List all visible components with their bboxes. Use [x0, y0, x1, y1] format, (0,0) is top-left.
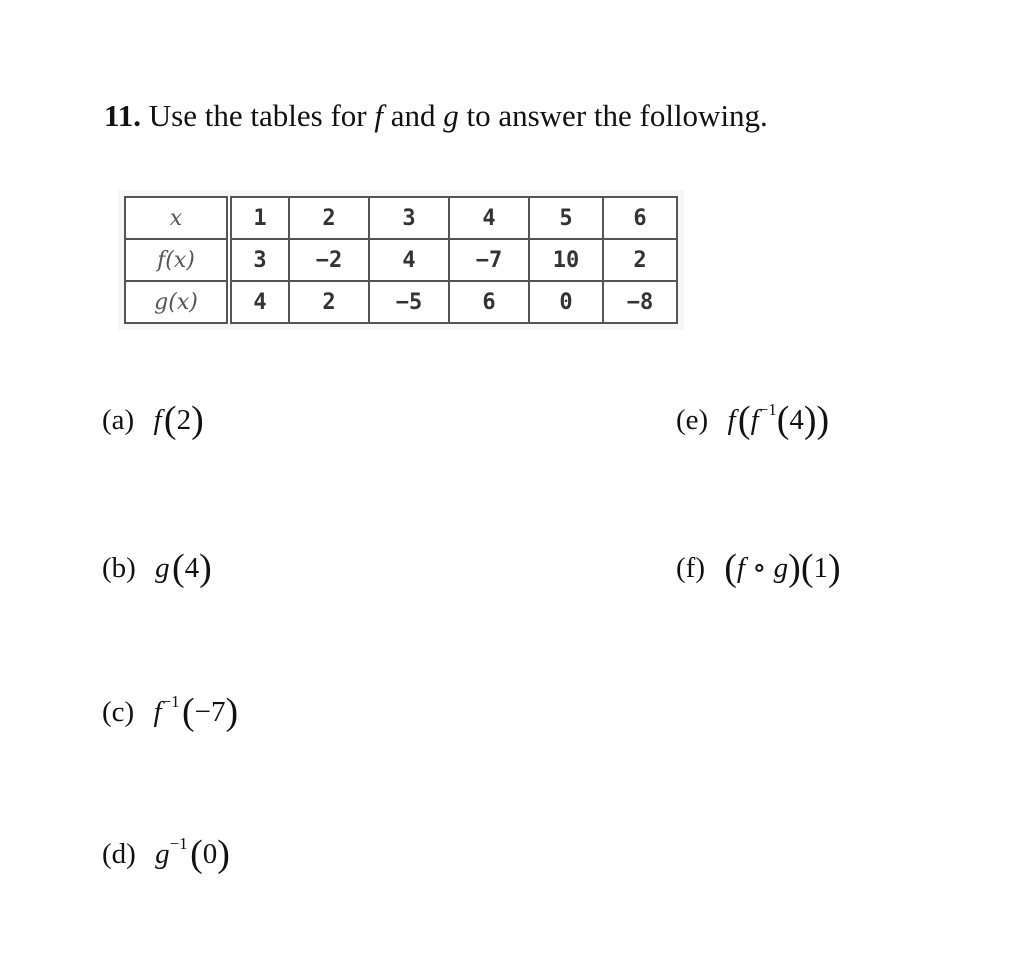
- question-text-after: to answer the following.: [458, 98, 768, 133]
- item-f: [676, 548, 841, 588]
- table-cell: 4: [229, 281, 289, 323]
- table-cell: 5: [529, 197, 603, 239]
- function-table-container: [118, 190, 684, 330]
- item-a-expression: f (2): [153, 399, 204, 441]
- table-cell: −7: [449, 239, 529, 281]
- item-d: [102, 834, 230, 874]
- table-cell: −5: [369, 281, 449, 323]
- table-cell: 3: [369, 197, 449, 239]
- table-cell: 6: [603, 197, 677, 239]
- item-b-expression: g (4): [155, 547, 212, 589]
- item-e: [676, 400, 829, 440]
- question-text-mid: and: [382, 98, 444, 133]
- table-cell: 2: [289, 197, 369, 239]
- item-c-label: (c): [102, 696, 135, 728]
- item-c-expression: $f^{-1}$ (−7): [153, 691, 239, 733]
- item-d-label: (d): [102, 838, 136, 870]
- function-f-symbol: f: [374, 98, 383, 133]
- table-cell: 6: [449, 281, 529, 323]
- item-b-label: (b): [102, 552, 136, 584]
- table-row: [125, 239, 677, 281]
- table-cell: −8: [603, 281, 677, 323]
- item-e-expression: f $(f^{-1}(4))$: [727, 399, 830, 441]
- item-c: [102, 692, 238, 732]
- table-row: [125, 281, 677, 323]
- item-d-expression: $g^{-1}$ (0): [155, 833, 230, 875]
- table-cell: 3: [229, 239, 289, 281]
- table-cell: 1: [229, 197, 289, 239]
- item-b: [102, 548, 212, 588]
- table-cell: 2: [603, 239, 677, 281]
- item-a: [102, 400, 204, 440]
- table-row-label: g(x): [125, 281, 229, 323]
- table-cell: −2: [289, 239, 369, 281]
- function-table: [124, 196, 678, 324]
- item-f-expression: (f ∘ g)(1): [724, 547, 841, 589]
- question-heading: [104, 96, 768, 136]
- table-cell: 10: [529, 239, 603, 281]
- question-number: 11.: [104, 98, 142, 133]
- table-cell: 2: [289, 281, 369, 323]
- item-e-label: (e): [676, 404, 709, 436]
- item-f-label: (f): [676, 552, 705, 584]
- table-cell: 0: [529, 281, 603, 323]
- table-cell: 4: [449, 197, 529, 239]
- item-a-label: (a): [102, 404, 135, 436]
- table-cell: 4: [369, 239, 449, 281]
- question-text-before: Use the tables for: [141, 98, 375, 133]
- table-row-label: f(x): [125, 239, 229, 281]
- table-row-label: x: [125, 197, 229, 239]
- table-row: [125, 197, 677, 239]
- function-g-symbol: g: [443, 98, 459, 133]
